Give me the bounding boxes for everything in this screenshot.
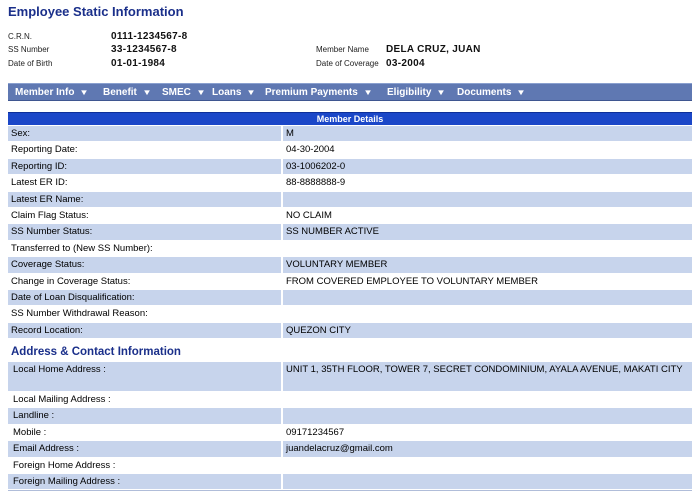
member-details-header: Member Details [8, 112, 692, 125]
nav-member-info[interactable] [15, 84, 88, 101]
nav-eligibility-label: Eligibility [387, 87, 432, 98]
row-value: M [283, 126, 692, 141]
nav-benefit-label: Benefit [103, 87, 137, 98]
nav-member-info-label: Member Info [15, 87, 75, 98]
address-table [8, 362, 692, 490]
row-label: SS Number Status: [8, 224, 281, 239]
row-value: SS NUMBER ACTIVE [283, 224, 692, 239]
nav-loans[interactable] [212, 84, 255, 101]
ss-number-label: SS Number [8, 45, 50, 54]
nav-documents-label: Documents [457, 87, 512, 98]
row-label: Reporting Date: [8, 142, 281, 157]
main-nav [8, 83, 692, 101]
table-row [8, 257, 692, 273]
crn-label: C.R.N. [8, 32, 32, 41]
member-summary [8, 30, 692, 74]
table-row [8, 159, 692, 175]
row-label: Foreign Mailing Address : [8, 474, 281, 489]
row-value [283, 408, 692, 423]
nav-loans-label: Loans [212, 87, 242, 98]
row-label: Reporting ID: [8, 159, 281, 174]
row-value: VOLUNTARY MEMBER [283, 257, 692, 272]
row-value [283, 474, 692, 489]
nav-premium-payments[interactable] [265, 84, 372, 101]
table-row [8, 458, 692, 474]
table-row [8, 192, 692, 208]
row-label: Sex: [8, 126, 281, 141]
row-value: QUEZON CITY [283, 323, 692, 338]
row-value: juandelacruz@gmail.com [283, 441, 692, 456]
table-row [8, 142, 692, 158]
row-value [283, 192, 692, 207]
member-name-value: DELA CRUZ, JUAN [386, 44, 481, 55]
crn-value: 0111-1234567-8 [111, 31, 188, 42]
row-label: Landline : [8, 408, 281, 423]
member-name-label: Member Name [316, 45, 369, 54]
table-row [8, 408, 692, 424]
row-label: Record Location: [8, 323, 281, 338]
nav-documents[interactable] [457, 84, 525, 101]
caret-down-icon: ▼ [516, 88, 527, 97]
ss-number-value: 33-1234567-8 [111, 44, 177, 55]
row-value: 88-8888888-9 [283, 175, 692, 190]
date-of-birth-value: 01-01-1984 [111, 58, 166, 69]
date-of-birth-label: Date of Birth [8, 59, 53, 68]
page-title: Employee Static Information [8, 4, 184, 19]
caret-down-icon: ▼ [142, 88, 152, 97]
row-label: Coverage Status: [8, 257, 281, 272]
row-label: Foreign Home Address : [8, 458, 281, 473]
caret-down-icon: ▼ [196, 88, 206, 97]
row-value: 03-1006202-0 [283, 159, 692, 174]
row-value: 04-30-2004 [283, 142, 692, 157]
nav-smec-label: SMEC [162, 87, 191, 98]
table-row [8, 224, 692, 240]
table-row [8, 126, 692, 142]
caret-down-icon: ▼ [79, 88, 90, 97]
table-row [8, 274, 692, 290]
row-label: Change in Coverage Status: [8, 274, 281, 289]
table-row [8, 362, 692, 392]
row-label: Date of Loan Disqualification: [8, 290, 281, 305]
caret-down-icon: ▼ [436, 88, 447, 97]
table-row [8, 425, 692, 441]
table-row [8, 441, 692, 457]
table-row [8, 474, 692, 490]
row-value [283, 290, 692, 305]
nav-benefit[interactable] [103, 84, 151, 101]
row-value: UNIT 1, 35TH FLOOR, TOWER 7, SECRET CONDOMINIUM, AYALA AVENUE, MAKATI CITY [283, 362, 692, 391]
nav-smec[interactable] [162, 84, 205, 101]
table-row [8, 392, 692, 408]
table-row [8, 175, 692, 191]
row-value [283, 241, 692, 256]
row-value: FROM COVERED EMPLOYEE TO VOLUNTARY MEMBER [283, 274, 692, 289]
row-label: Claim Flag Status: [8, 208, 281, 223]
nav-premium-payments-label: Premium Payments [265, 87, 358, 98]
caret-down-icon: ▼ [363, 88, 373, 97]
address-section-title: Address & Contact Information [11, 346, 181, 358]
member-details-table [8, 126, 692, 339]
row-label: Mobile : [8, 425, 281, 440]
bottom-divider [8, 490, 692, 491]
row-label: Email Address : [8, 441, 281, 456]
nav-eligibility[interactable] [387, 84, 445, 101]
row-value [283, 306, 692, 321]
row-label: Latest ER ID: [8, 175, 281, 190]
row-label: SS Number Withdrawal Reason: [8, 306, 281, 321]
table-row [8, 208, 692, 224]
table-row [8, 323, 692, 339]
table-row [8, 290, 692, 306]
table-row [8, 241, 692, 257]
date-of-coverage-value: 03-2004 [386, 58, 425, 69]
row-label: Transferred to (New SS Number): [8, 241, 281, 256]
row-value: NO CLAIM [283, 208, 692, 223]
row-label: Local Home Address : [8, 362, 281, 391]
row-label: Local Mailing Address : [8, 392, 281, 407]
row-value [283, 458, 692, 473]
row-value: 09171234567 [283, 425, 692, 440]
row-value [283, 392, 692, 407]
caret-down-icon: ▼ [246, 88, 257, 97]
row-label: Latest ER Name: [8, 192, 281, 207]
date-of-coverage-label: Date of Coverage [316, 59, 379, 68]
table-row [8, 306, 692, 322]
